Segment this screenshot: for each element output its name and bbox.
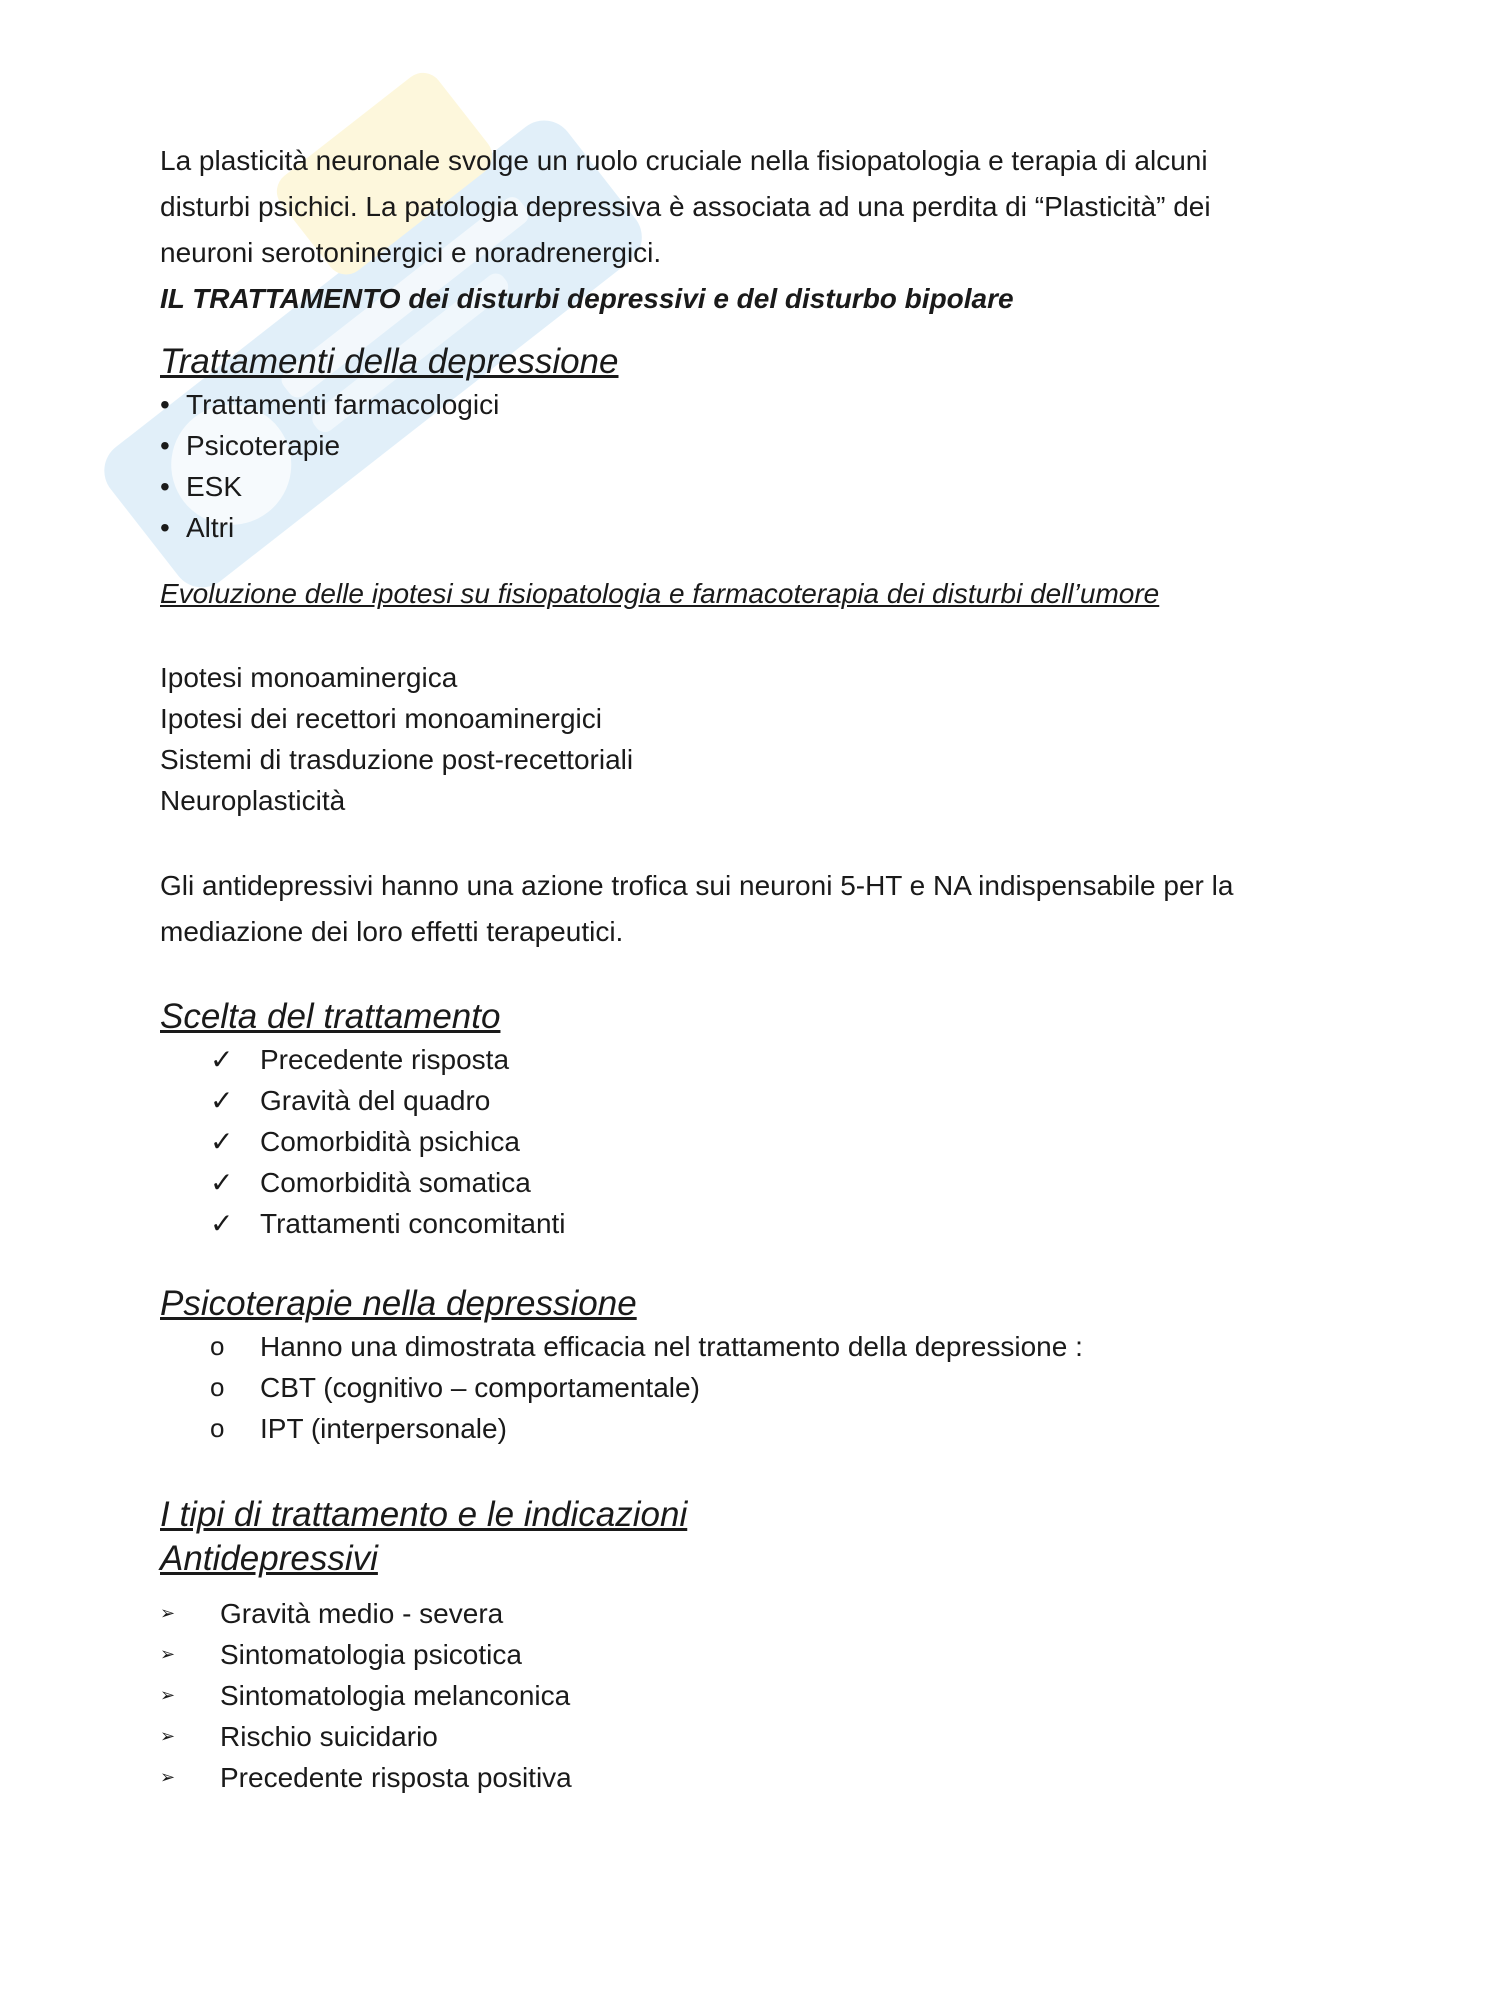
list-item-label: Precedente risposta [260,1044,510,1075]
list-item [160,1121,1360,1162]
choice-heading: Scelta del trattamento [160,997,501,1036]
bullet-icon: • [160,430,170,461]
list-item-label: Hanno una dimostrata efficacia nel trattamento della depressione : [260,1331,1083,1362]
list-item: Neuroplasticità [160,785,346,816]
treatments-list [160,384,1360,548]
psychotherapy-list [160,1326,1360,1449]
list-item [160,1162,1360,1203]
circle-bullet-icon: o [210,1372,225,1402]
list-item-label: Altri [186,512,235,543]
choice-list [160,1039,1360,1244]
list-item [160,425,1360,466]
paragraph-line: Gli antidepressivi hanno una azione trofica sui neuroni 5-HT e NA indispensabile per la [160,870,1234,901]
list-item [160,1675,1360,1716]
list-item-label: IPT (interpersonale) [260,1413,507,1444]
list-item-label: Comorbidità somatica [260,1167,531,1198]
arrow-bullet-icon: ➢ [160,1644,176,1664]
list-item-label: Precedente risposta positiva [220,1762,572,1793]
document-page [160,138,1360,1798]
list-item-label: Trattamenti farmacologici [186,389,500,420]
indications-list [160,1593,1360,1798]
check-icon: ✓ [210,1085,234,1116]
antidepressants-subheading: Antidepressivi [160,1539,378,1578]
bullet-icon: • [160,471,170,502]
bullet-icon: • [160,389,170,420]
paragraph-line: mediazione dei loro effetti terapeutici. [160,916,624,947]
treatments-heading: Trattamenti della depressione [160,342,619,381]
evolution-heading: Evoluzione delle ipotesi su fisiopatologia e farmacoterapia dei disturbi dell’umore [160,578,1160,609]
circle-bullet-icon: o [210,1331,225,1361]
list-item [160,1634,1360,1675]
check-icon: ✓ [210,1126,234,1157]
arrow-bullet-icon: ➢ [160,1767,176,1787]
list-item-label: Gravità medio - severa [220,1598,504,1629]
list-item-label: Comorbidità psichica [260,1126,520,1157]
list-item-label: Sintomatologia melanconica [220,1680,571,1711]
list-item [160,1593,1360,1634]
list-item [160,1326,1360,1367]
circle-bullet-icon: o [210,1413,225,1443]
list-item [160,466,1360,507]
types-heading: I tipi di trattamento e le indicazioni [160,1495,688,1534]
list-item-label: CBT (cognitivo – comportamentale) [260,1372,700,1403]
list-item: Sistemi di trasduzione post-recettoriali [160,744,634,775]
section-bold-title: IL TRATTAMENTO dei disturbi depressivi e del disturbo bipolare [160,283,1014,314]
list-item: Ipotesi monoaminergica [160,662,458,693]
arrow-bullet-icon: ➢ [160,1726,176,1746]
types-section [160,1493,1360,1798]
antidepressant-paragraph [160,863,1360,955]
list-item-label: Trattamenti concomitanti [260,1208,566,1239]
list-item [160,384,1360,425]
check-icon: ✓ [210,1167,234,1198]
list-item-label: Psicoterapie [186,430,341,461]
list-item [160,1367,1360,1408]
arrow-bullet-icon: ➢ [160,1685,176,1705]
psychotherapy-heading: Psicoterapie nella depressione [160,1284,637,1323]
list-item [160,1716,1360,1757]
list-item-label: Rischio suicidario [220,1721,438,1752]
list-item [160,507,1360,548]
intro-line: neuroni serotoninergici e noradrenergici. [160,237,662,268]
intro-paragraph [160,138,1360,322]
list-item [160,1203,1360,1244]
check-icon: ✓ [210,1208,234,1239]
list-item [160,1408,1360,1449]
list-item-label: Gravità del quadro [260,1085,491,1116]
list-item-label: Sintomatologia psicotica [220,1639,522,1670]
list-item: Ipotesi dei recettori monoaminergici [160,703,602,734]
bullet-icon: • [160,512,170,543]
arrow-bullet-icon: ➢ [160,1603,176,1623]
evolution-list [160,657,1360,821]
list-item [160,1080,1360,1121]
intro-line: disturbi psichici. La patologia depressiva è associata ad una perdita di “Plasticità” dei [160,191,1211,222]
psychotherapy-section [160,1282,1360,1449]
list-item-label: ESK [186,471,243,502]
list-item [160,1039,1360,1080]
choice-section [160,995,1360,1244]
check-icon: ✓ [210,1044,234,1075]
intro-line: La plasticità neuronale svolge un ruolo cruciale nella fisiopatologia e terapia di alcuni [160,145,1208,176]
evolution-section [160,574,1360,821]
treatments-section [160,340,1360,548]
list-item [160,1757,1360,1798]
